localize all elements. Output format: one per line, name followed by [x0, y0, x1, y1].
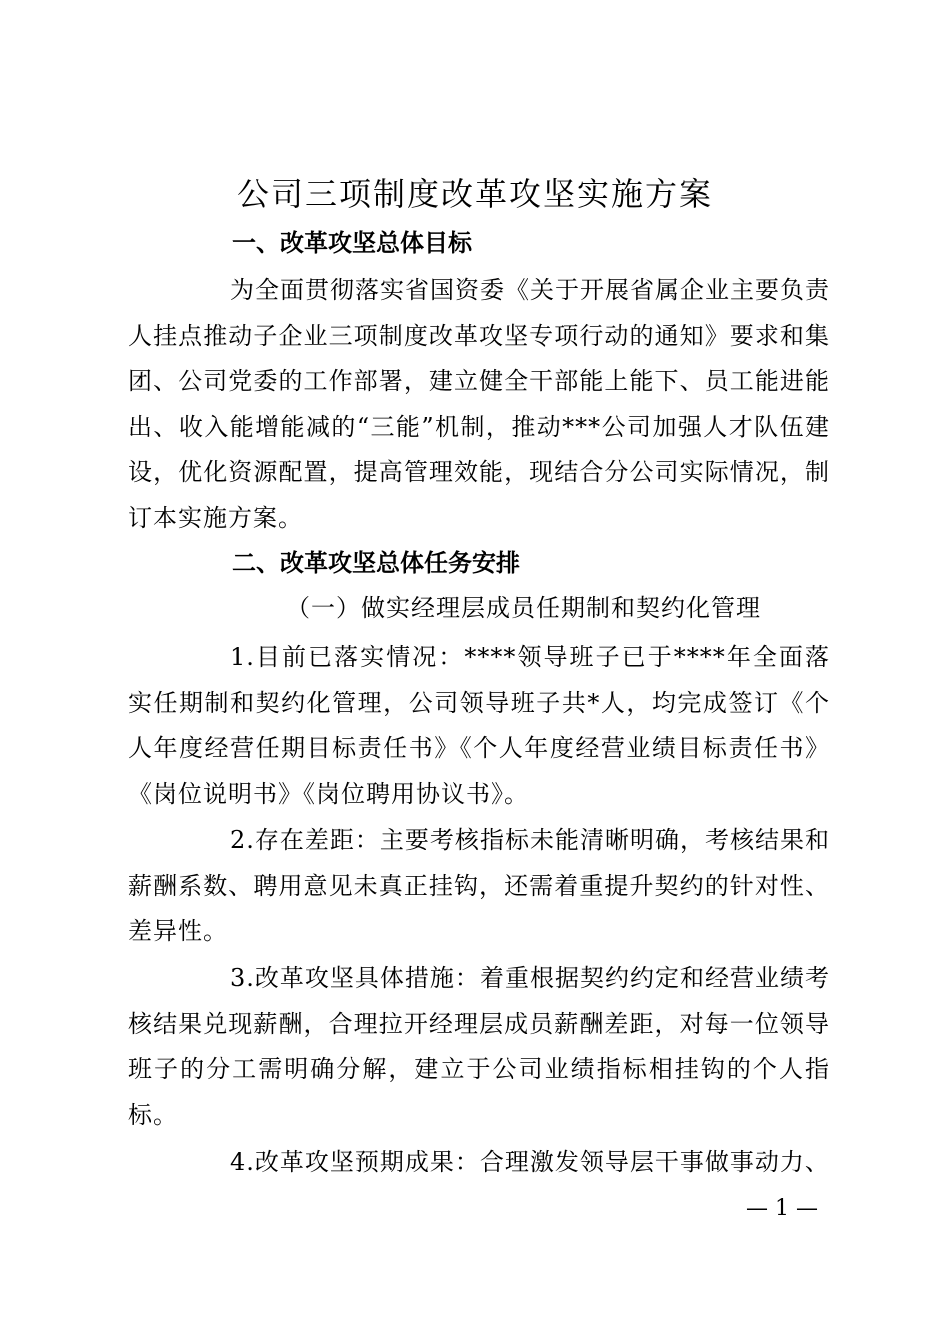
item-4-paragraph: 4.改革攻坚预期成果：合理激发领导层干事做事动力、 [230, 1148, 830, 1176]
item-2-paragraph: 2.存在差距：主要考核指标未能清晰明确，考核结果和薪酬系数、聘用意见未真正挂钩，还需着重提升契约的针对性、差异性。 [128, 826, 830, 945]
section-2-heading: 二、改革攻坚总体任务安排 [232, 549, 520, 577]
section-1-paragraph: 为全面贯彻落实省国资委《关于开展省属企业主要负责人挂点推动子企业三项制度改革攻坚专项行动的通知》要求和集团、公司党委的工作部署，建立健全干部能上能下、员工能进能出、收入能增能减的“三能”机制，推动***公司加强人才队伍建设，优化资源配置，提高管理效能，现结合分公司实际情况，制订本实施方案。 [128, 276, 830, 532]
item-3-paragraph: 3.改革攻坚具体措施：着重根据契约约定和经营业绩考核结果兑现薪酬，合理拉开经理层成员薪酬差距，对每一位领导班子的分工需明确分解，建立于公司业绩指标相挂钩的个人指标。 [128, 964, 830, 1129]
section-2-subheading: （一）做实经理层成员任期制和契约化管理 [286, 594, 761, 622]
page-number: — 1 — [746, 1196, 818, 1221]
section-1-heading: 一、改革攻坚总体目标 [232, 229, 472, 257]
item-1-paragraph: 1.目前已落实情况：****领导班子已于****年全面落实任期制和契约化管理，公司领导班子共*人，均完成签订《个人年度经营任期目标责任书》《个人年度经营业绩目标责任书》《岗位说明书》《岗位聘用协议书》。 [128, 643, 830, 808]
document-title: 公司三项制度改革攻坚实施方案 [236, 175, 713, 213]
